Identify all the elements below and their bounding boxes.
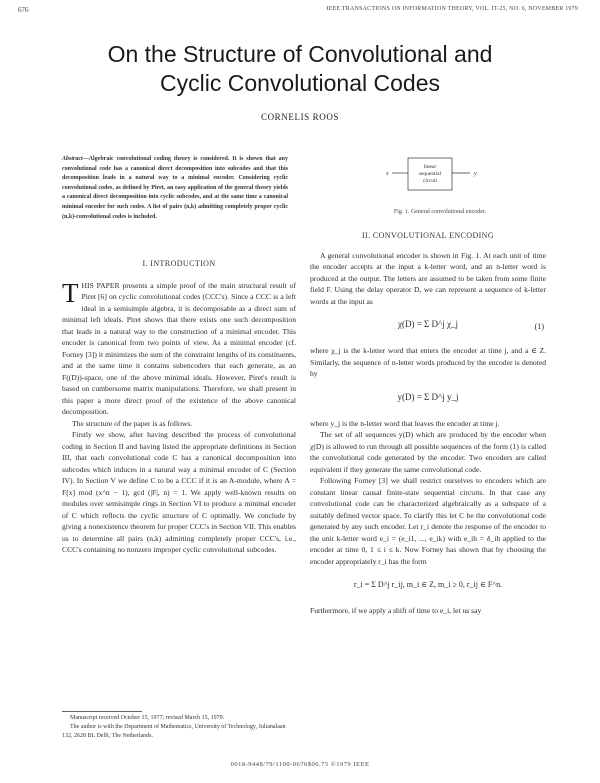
equation-2-body: y(D) = Σ D^j y_j [397, 391, 459, 402]
footnote [62, 714, 296, 741]
section-2-paragraph-4: The set of all sequences y(D) which are produced by the encoder when χ(D) is allowed to run through all possible sequences of the form (1) is called the convolutional code generated by the encoder. Two encoders are called equivalent if they generate the same convolutional code. [310, 430, 546, 474]
section-2-paragraph-1: A general convolutional encoder is shown in Fig. 1. At each unit of time the encoder accepts at the input a k-letter word, and an n-letter word is produced at the output. The letters are assumed to be taken from some finite field F. Using the delay operator D, we can represent a sequence of k-letter words at the input as [310, 250, 546, 306]
equation-3 [310, 571, 546, 601]
title-line-2: Cyclic Convolutional Codes [160, 70, 440, 96]
right-column [310, 230, 546, 617]
box-label-2: sequential [418, 171, 442, 177]
equation-2 [310, 384, 546, 414]
copyright-code: 0018-9448/79/1100-0676$00.75 ©1979 IEEE [230, 761, 370, 768]
journal-header: IEEE TRANSACTIONS ON INFORMATION THEORY, VOL. IT-25, NO. 6, NOVEMBER 1979 [326, 6, 578, 12]
footnote-affiliation: The author is with the Department of Mathematics, University of Technology, Julianalaan 132, 2628 BL Delft, The Netherlands. [62, 724, 286, 739]
section-2-paragraph-6: Furthermore, if we apply a shift of time to e_i, let us say [310, 606, 482, 615]
figure-1-caption: Fig. 1. General convolutional encoder. [393, 209, 487, 215]
equation-3-body: r_i = Σ D^j r_ij, m_i ∈ Z, m_i ≥ 0, r_ij ∈ F^n. [353, 580, 503, 589]
section-2-paragraph-5: Following Forney [3] we shall restrict ourselves to encoders which are constant linear causal finite-state sequential circuits. In that case any convolutional code can be characterized algebraically as a subspace of a suitably defined vector space. To clarify this let C be the convolutional code generated by any such encoder. Let r_i denote the response of the encoder to the unit k-letter word e_i = (e_i1, ..., e_ik) with e_ih = δ_ih applied to the encoder at time 0, 1 ≤ i ≤ k. Now Forney has shown that by choosing the encoder appropriately r_i has the form [310, 476, 546, 566]
equation-1-number: (1) [534, 322, 544, 331]
section-1-heading: I. INTRODUCTION [142, 259, 216, 268]
title-line-1: On the Structure of Convolutional and [107, 41, 493, 67]
intro-paragraph-2: The structure of the paper is as follows. [72, 418, 193, 428]
output-label: y [474, 171, 477, 177]
section-2-paragraph-3: where y_j is the n-letter word that leaves the encoder at time j. [310, 418, 500, 428]
figure-1-diagram [378, 150, 498, 200]
author-name: CORNELIS ROOS [260, 112, 340, 122]
section-2-heading: II. CONVOLUTIONAL ENCODING [361, 231, 495, 240]
equation-1 [310, 311, 546, 341]
input-label: x [386, 171, 389, 177]
drop-cap: T [62, 277, 79, 308]
left-column [62, 258, 296, 556]
box-label-1: linear [423, 164, 437, 170]
footnote-rule [62, 711, 142, 712]
equation-1-body: χ(D) = Σ D^j χ_j [397, 319, 459, 329]
abstract-label: Abstract [62, 156, 83, 162]
intro-paragraph-3: Firstly we show, after having described the process of convolutional coding in Section II and having listed the appropriate definitions in Section III, that each convolutional code C has a canonical decomposition into subcodes which induces in a natural way a minimal encoder of C (Section IV). In Section V we define C to be a CCC if it is an A-module, where A = F[x] mod (x^n − 1), gcd (|F|, n) = 1. We apply well-known results on modules over semisimple rings in Section VI to produce a minimal encoder of C which reflects the cyclic structure of C optimally. We conclude by giving a nonexistence theorem for proper CCC's in Section VII. This enables us to determine all pairs (n,k) admitting completely proper CCC's, i.e., CCC's containing no nonzero improper cyclic convolutional subcodes. [62, 430, 296, 554]
footnote-received: Manuscript received October 15, 1977; revised March 15, 1979. [70, 715, 225, 721]
page-number: 676 [18, 6, 29, 14]
section-2-paragraph-2: where χ_j is the k-letter word that enters the encoder at time j, and a ∈ Z. Similarly, the sequence of n-letter words produced by the encoder is denoted by [310, 346, 546, 378]
abstract-text: —Algebraic convolutional coding theory is considered. It is shown that any convolutional code has a canonical direct decomposition into subcodes and that this decomposition leads in a natural way to a minimal encoder. Considering cyclic convolutional codes, as defined by Piret, an easy application of the general theory yields a canonical direct decomposition into cyclic subcodes, and at the same time a canonical minimal encoder for such codes. A list of pairs (n,k) admitting completely proper cyclic (n,k)-convolutional codes is included. [62, 156, 288, 220]
box-label-3: circuit [422, 178, 438, 184]
intro-paragraph-1: THIS PAPER presents a simple proof of the main structural result of Piret [6] on cyclic convolutional codes (CCC's). Since a CCC is a left ideal in a semisimple algebra, it is decomposable as a direct sum of minimal left ideals. Piret shows that there exists one such decomposition that leads in a natural way to the construction of a minimal encoder. This encoder is canonical from two points of view. As a minimal encoder (cf. Forney [3]) it minimizes the sum of the constraint lengths of its constituents, and at the same time it contains subencoders that each generate, as an F((D))-space, one of the above minimal ideals. However, Piret's result is based on cumbersome matrix manipulations. Therefore, we shall present in this paper a more direct proof of the existence of the above canonical decomposition. [62, 277, 296, 416]
abstract [62, 155, 288, 222]
paper-title [20, 40, 580, 98]
